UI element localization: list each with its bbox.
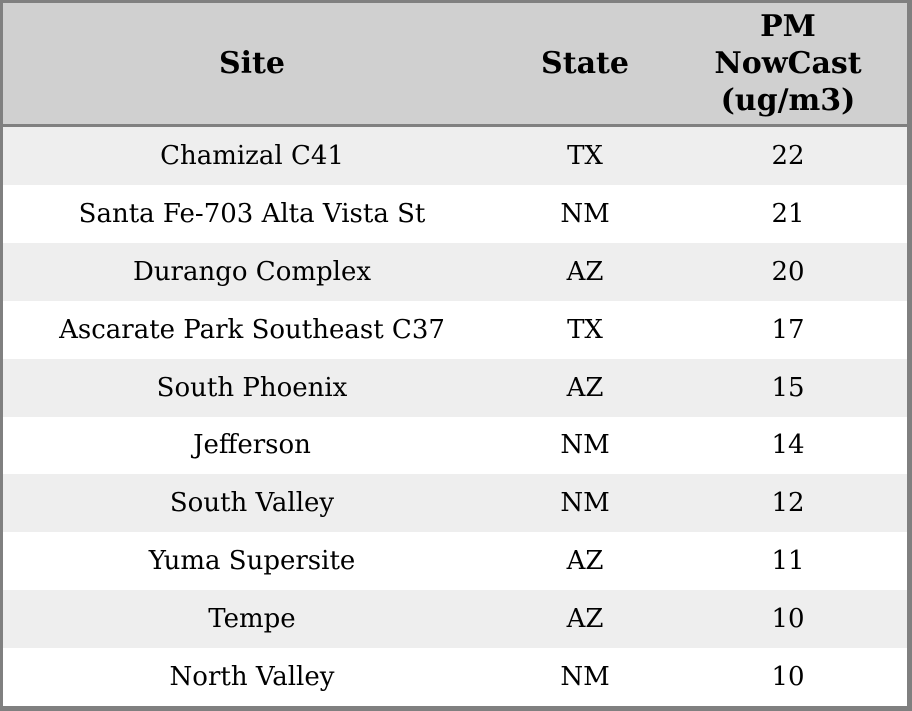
column-header-pm-nowcast: [669, 8, 907, 119]
site-cell: Yuma Supersite: [148, 546, 356, 577]
state-cell: TX: [567, 140, 603, 171]
site-cell: South Valley: [169, 488, 335, 519]
table-header-row: [3, 3, 907, 127]
pm-nowcast-cell: 15: [771, 372, 805, 403]
state-cell: NM: [560, 488, 610, 519]
site-cell: Jefferson: [193, 430, 311, 461]
state-cell: NM: [560, 662, 610, 693]
pm-nowcast-cell: 21: [771, 198, 805, 229]
state-cell: AZ: [566, 256, 604, 287]
table-row: [3, 185, 907, 243]
state-cell: AZ: [566, 604, 604, 635]
pm-nowcast-cell: 10: [771, 662, 805, 693]
table-row: [3, 417, 907, 475]
pm-nowcast-cell: 22: [771, 140, 805, 171]
pm-nowcast-cell: 17: [771, 314, 805, 345]
pm-nowcast-cell: 10: [771, 604, 805, 635]
pm-nowcast-cell: 12: [771, 488, 805, 519]
site-cell: South Phoenix: [156, 372, 348, 403]
site-cell: Ascarate Park Southeast C37: [59, 314, 445, 345]
state-cell: NM: [560, 198, 610, 229]
pm-nowcast-cell: 11: [771, 546, 805, 577]
state-cell: AZ: [566, 546, 604, 577]
pm-nowcast-cell: 14: [771, 430, 805, 461]
table-row: [3, 359, 907, 417]
column-header-pm-nowcast-line-1: PM: [760, 9, 816, 44]
table-row: [3, 243, 907, 301]
column-header-pm-nowcast-line-3: (ug/m3): [720, 83, 856, 118]
site-cell: North Valley: [169, 662, 335, 693]
table-row: [3, 301, 907, 359]
site-cell: Tempe: [208, 604, 296, 635]
table-body: [3, 127, 907, 706]
state-cell: TX: [567, 314, 603, 345]
column-header-site: Site: [218, 46, 285, 81]
table-row: [3, 590, 907, 648]
site-cell: Santa Fe-703 Alta Vista St: [78, 198, 426, 229]
column-header-pm-nowcast-line-2: NowCast: [714, 46, 862, 81]
table-row: [3, 532, 907, 590]
table-row: [3, 474, 907, 532]
column-header-state: State: [541, 46, 629, 81]
state-cell: AZ: [566, 372, 604, 403]
site-cell: Chamizal C41: [160, 140, 344, 171]
site-cell: Durango Complex: [132, 256, 372, 287]
table-row: [3, 648, 907, 706]
table-row: [3, 127, 907, 185]
pm-nowcast-cell: 20: [771, 256, 805, 287]
state-cell: NM: [560, 430, 610, 461]
